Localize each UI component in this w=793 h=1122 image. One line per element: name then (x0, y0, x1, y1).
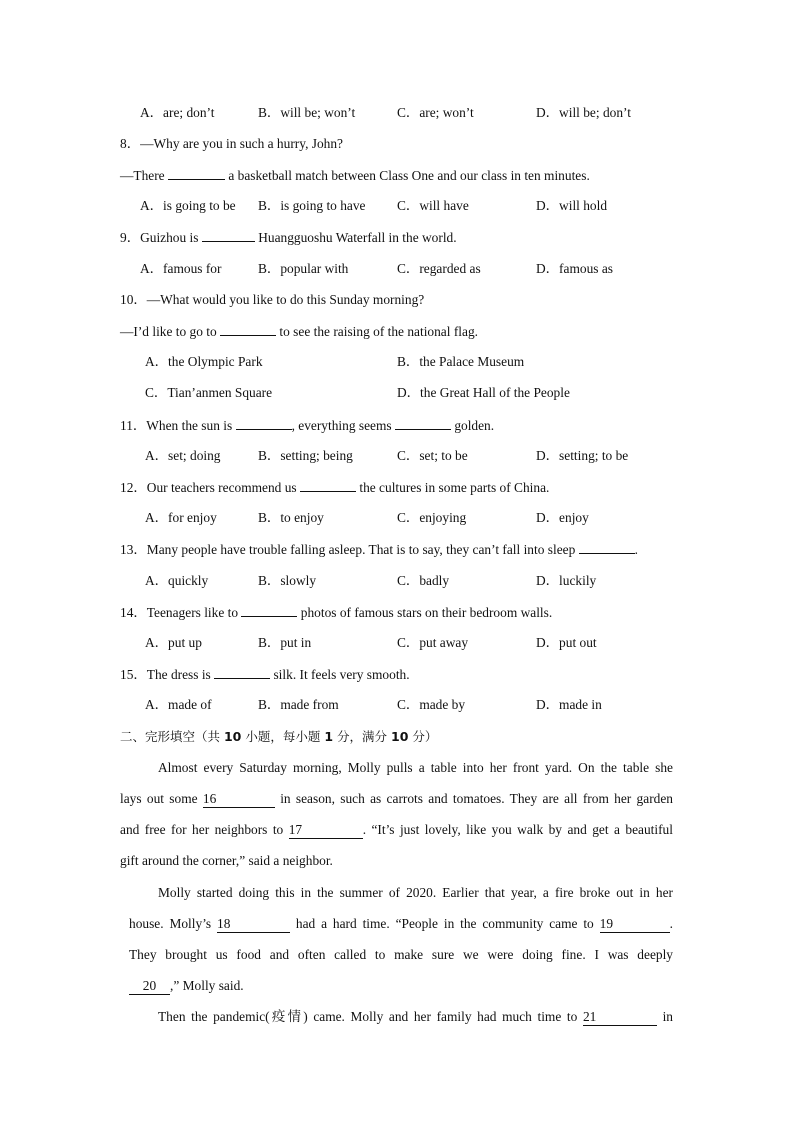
q13-option-a: A．quickly (145, 573, 209, 588)
q8-question: 8．—Why are you in such a hurry, John? (120, 136, 344, 151)
q12-question: 12．Our teachers recommend us the cultures in some parts of China. (120, 480, 550, 495)
q13-option-c: C．badly (397, 573, 450, 588)
q14-question: 14．Teenagers like to photos of famous stars on their bedroom walls. (120, 605, 553, 620)
q12-option-a: A．for enjoy (145, 510, 217, 525)
passage-line-3: and free for her neighbors to 17 . “It’s just lovely, like you walk by and get a beautiful (120, 822, 673, 837)
q11-option-d: D．setting; to be (536, 448, 629, 463)
passage-line-1: Almost every Saturday morning, Molly pulls a table into her front yard. On the table she (158, 760, 673, 775)
q11-option-a: A．set; doing (145, 448, 221, 463)
q14-option-d: D．put out (536, 635, 597, 650)
blank-18: 18 (217, 916, 290, 933)
q7-option-a: A．are; don’t (140, 105, 215, 120)
q13-blank (579, 540, 635, 554)
q15-option-b: B．made from (258, 697, 339, 712)
q12-blank (300, 478, 356, 492)
blank-16: 16 (203, 791, 275, 808)
blank-20: 20 (129, 978, 170, 995)
passage-line-8: 20 ,” Molly said. (129, 977, 244, 995)
q9-option-a: A．famous for (140, 261, 222, 276)
q12-option-b: B．to enjoy (258, 510, 324, 525)
passage-line-7: They brought us food and often called to make sure we were doing fine. I was deeply (129, 947, 673, 962)
q14-option-a: A．put up (145, 635, 202, 650)
q9-question: 9．Guizhou is Huangguoshu Waterfall in the world. (120, 230, 457, 245)
q13-option-b: B．slowly (258, 573, 317, 588)
q9-option-d: D．famous as (536, 261, 613, 276)
q8-option-d: D．will hold (536, 198, 608, 213)
q15-option-c: C．made by (397, 697, 466, 712)
q13-question: 13．Many people have trouble falling asleep. That is to say, they can’t fall into sleep . (120, 542, 638, 557)
q10-option-a: A．the Olympic Park (145, 354, 263, 369)
q10-blank (220, 322, 276, 336)
q10-line2: —I’d like to go to to see the raising of the national flag. (120, 324, 478, 339)
q14-option-b: B．put in (258, 635, 312, 650)
q12-option-c: C．enjoying (397, 510, 467, 525)
q9-blank (202, 228, 255, 242)
blank-19: 19 (600, 916, 670, 933)
section-2-heading: 二、完形填空（共 10 小题，每小题 1 分，满分 10 分） (120, 729, 438, 744)
q11-blank-2 (395, 416, 451, 430)
q8-option-c: C．will have (397, 198, 469, 213)
q15-option-d: D．made in (536, 697, 602, 712)
q13-option-d: D．luckily (536, 573, 597, 588)
q9-option-c: C．regarded as (397, 261, 481, 276)
q14-option-c: C．put away (397, 635, 469, 650)
q11-option-b: B．setting; being (258, 448, 353, 463)
blank-21: 21 (583, 1009, 657, 1026)
q14-blank (241, 603, 297, 617)
q12-option-d: D．enjoy (536, 510, 589, 525)
passage-line-2: lays out some 16 in season, such as carrots and tomatoes. They are all from her garden (120, 791, 673, 806)
q15-blank (214, 665, 270, 679)
q8-blank (168, 166, 225, 180)
passage-line-6: house. Molly’s 18 had a hard time. “People in the community came to 19 . (129, 916, 673, 931)
q9-option-b: B．popular with (258, 261, 349, 276)
passage-line-9: Then the pandemic(疫情) came. Molly and her family had much time to 21 in (158, 1009, 673, 1024)
q8-option-a: A．is going to be (140, 198, 236, 213)
q10-question: 10．—What would you like to do this Sunday morning? (120, 292, 425, 307)
q7-option-b: B．will be; won’t (258, 105, 356, 120)
q10-option-d: D．the Great Hall of the People (397, 385, 570, 400)
passage-line-4: gift around the corner,” said a neighbor. (120, 853, 333, 868)
q8-option-b: B．is going to have (258, 198, 366, 213)
q11-question: 11．When the sun is , everything seems golden. (120, 418, 495, 433)
q15-question: 15．The dress is silk. It feels very smooth. (120, 667, 410, 682)
q11-option-c: C．set; to be (397, 448, 468, 463)
q10-option-b: B．the Palace Museum (397, 354, 525, 369)
blank-17: 17 (289, 822, 363, 839)
q7-option-c: C．are; won’t (397, 105, 474, 120)
q10-option-c: C．Tian’anmen Square (145, 385, 273, 400)
q11-blank-1 (236, 416, 292, 430)
q8-line2: —There a basketball match between Class One and our class in ten minutes. (120, 168, 590, 183)
passage-line-5: Molly started doing this in the summer of 2020. Earlier that year, a fire broke out in her (158, 885, 673, 900)
q15-option-a: A．made of (145, 697, 212, 712)
q7-option-d: D．will be; don’t (536, 105, 631, 120)
